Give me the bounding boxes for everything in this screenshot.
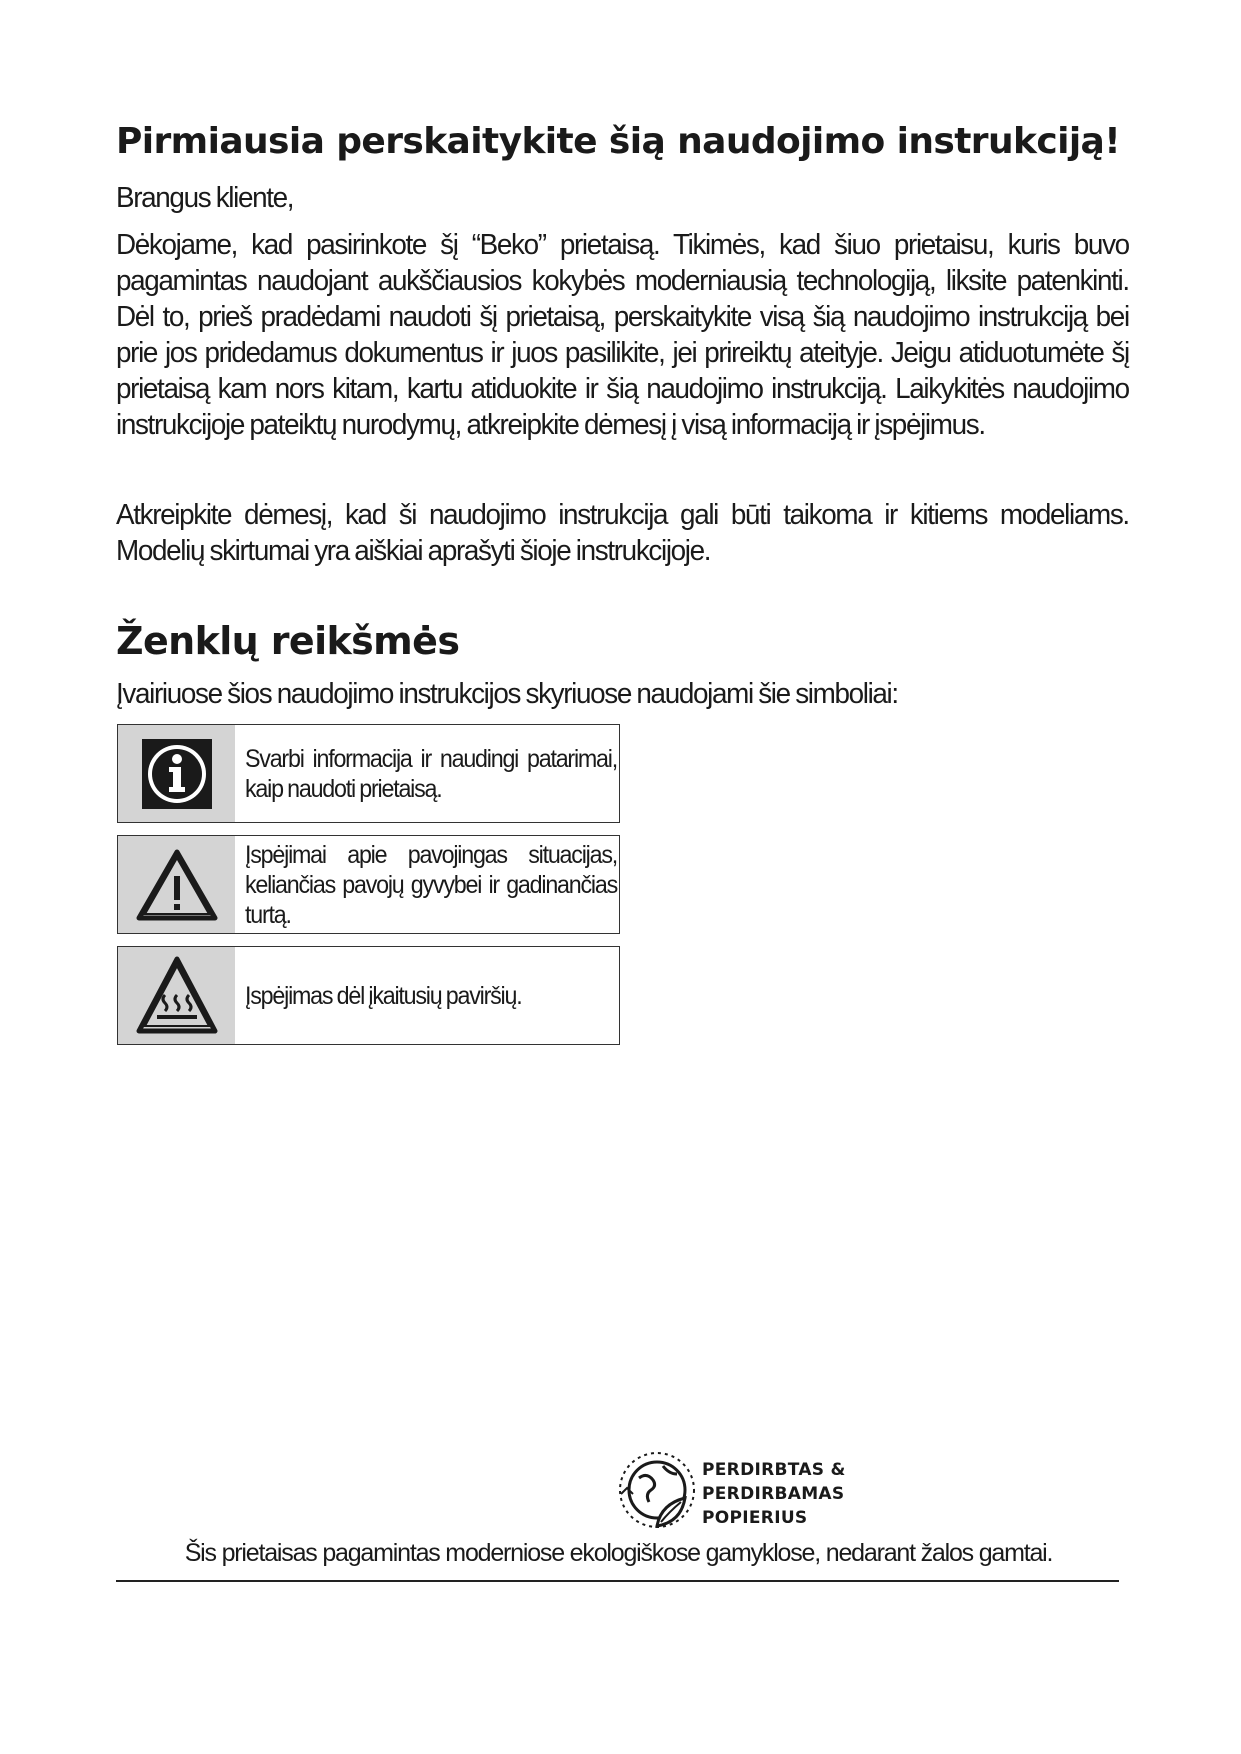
- symbol-hot-surface-box: [117, 946, 620, 1045]
- recycled-paper-badge: [617, 1448, 857, 1532]
- intro-paragraph: Dėkojame, kad pasirinkote šį “Beko” prietaisą. Tikimės, kad šiuo prietaisu, kuris buvo pagamintas naudojant aukščiausios kokybės moderniausią technologiją, liksite patenkinti. Dėl to, prieš pradėdami naudoti šį prietaisą, perskaitykite visą šią naudojimo instrukciją bei prie jos pridedamus dokumentus ir juos pasilikite, jei prireiktų ateityje. Jeigu atiduotumėte šį prietaisą kam nors kitam, kartu atiduokite ir šią naudojimo instrukciją. Laikykitės naudojimo instrukcijoje pateiktų nurodymų, atkreipkite dėmesį į visą informaciją ir įspėjimus.: [116, 229, 1129, 441]
- recycled-globe-icon: [617, 1448, 697, 1532]
- recycle-label-line-3: POPIERIUS: [702, 1508, 808, 1528]
- eco-statement: Šis prietaisas pagamintas moderniose ekologiškose gamyklose, nedarant žalos gamtai.: [184, 1539, 1053, 1567]
- info-icon: [118, 725, 235, 822]
- note-paragraph: Atkreipkite dėmesį, kad ši naudojimo instrukcija gali būti taikoma ir kitiems modeliams. Modelių skirtumai yra aiškiai aprašyti šioje instrukcijoje.: [116, 499, 1129, 567]
- symbols-heading: Ženklų reikšmės: [116, 619, 460, 663]
- symbol-hot-surface-text: Įspėjimas dėl įkaitusių paviršių.: [245, 981, 522, 1010]
- symbol-warning-box: [117, 835, 620, 934]
- page-title: Pirmiausia perskaitykite šią naudojimo instrukciją!: [116, 121, 1121, 162]
- symbol-warning-text: Įspėjimai apie pavojingas situacijas, keliančias pavojų gyvybei ir gadinančias turtą.: [245, 840, 617, 929]
- symbols-intro: Įvairiuose šios naudojimo instrukcijos skyriuose naudojami šie simboliai:: [116, 678, 898, 710]
- recycled-paper-label: [702, 1458, 846, 1530]
- recycle-label-line-1: PERDIRBTAS &: [702, 1460, 846, 1480]
- symbol-info-box: [117, 724, 620, 823]
- symbol-info-text: Svarbi informacija ir naudingi patarimai, kaip naudoti prietaisą.: [245, 744, 617, 803]
- recycle-label-line-2: PERDIRBAMAS: [702, 1484, 845, 1504]
- bottom-divider: [116, 1580, 1119, 1582]
- hot-surface-icon: [118, 947, 235, 1044]
- warning-icon: [118, 836, 235, 933]
- greeting: Brangus kliente,: [116, 182, 294, 214]
